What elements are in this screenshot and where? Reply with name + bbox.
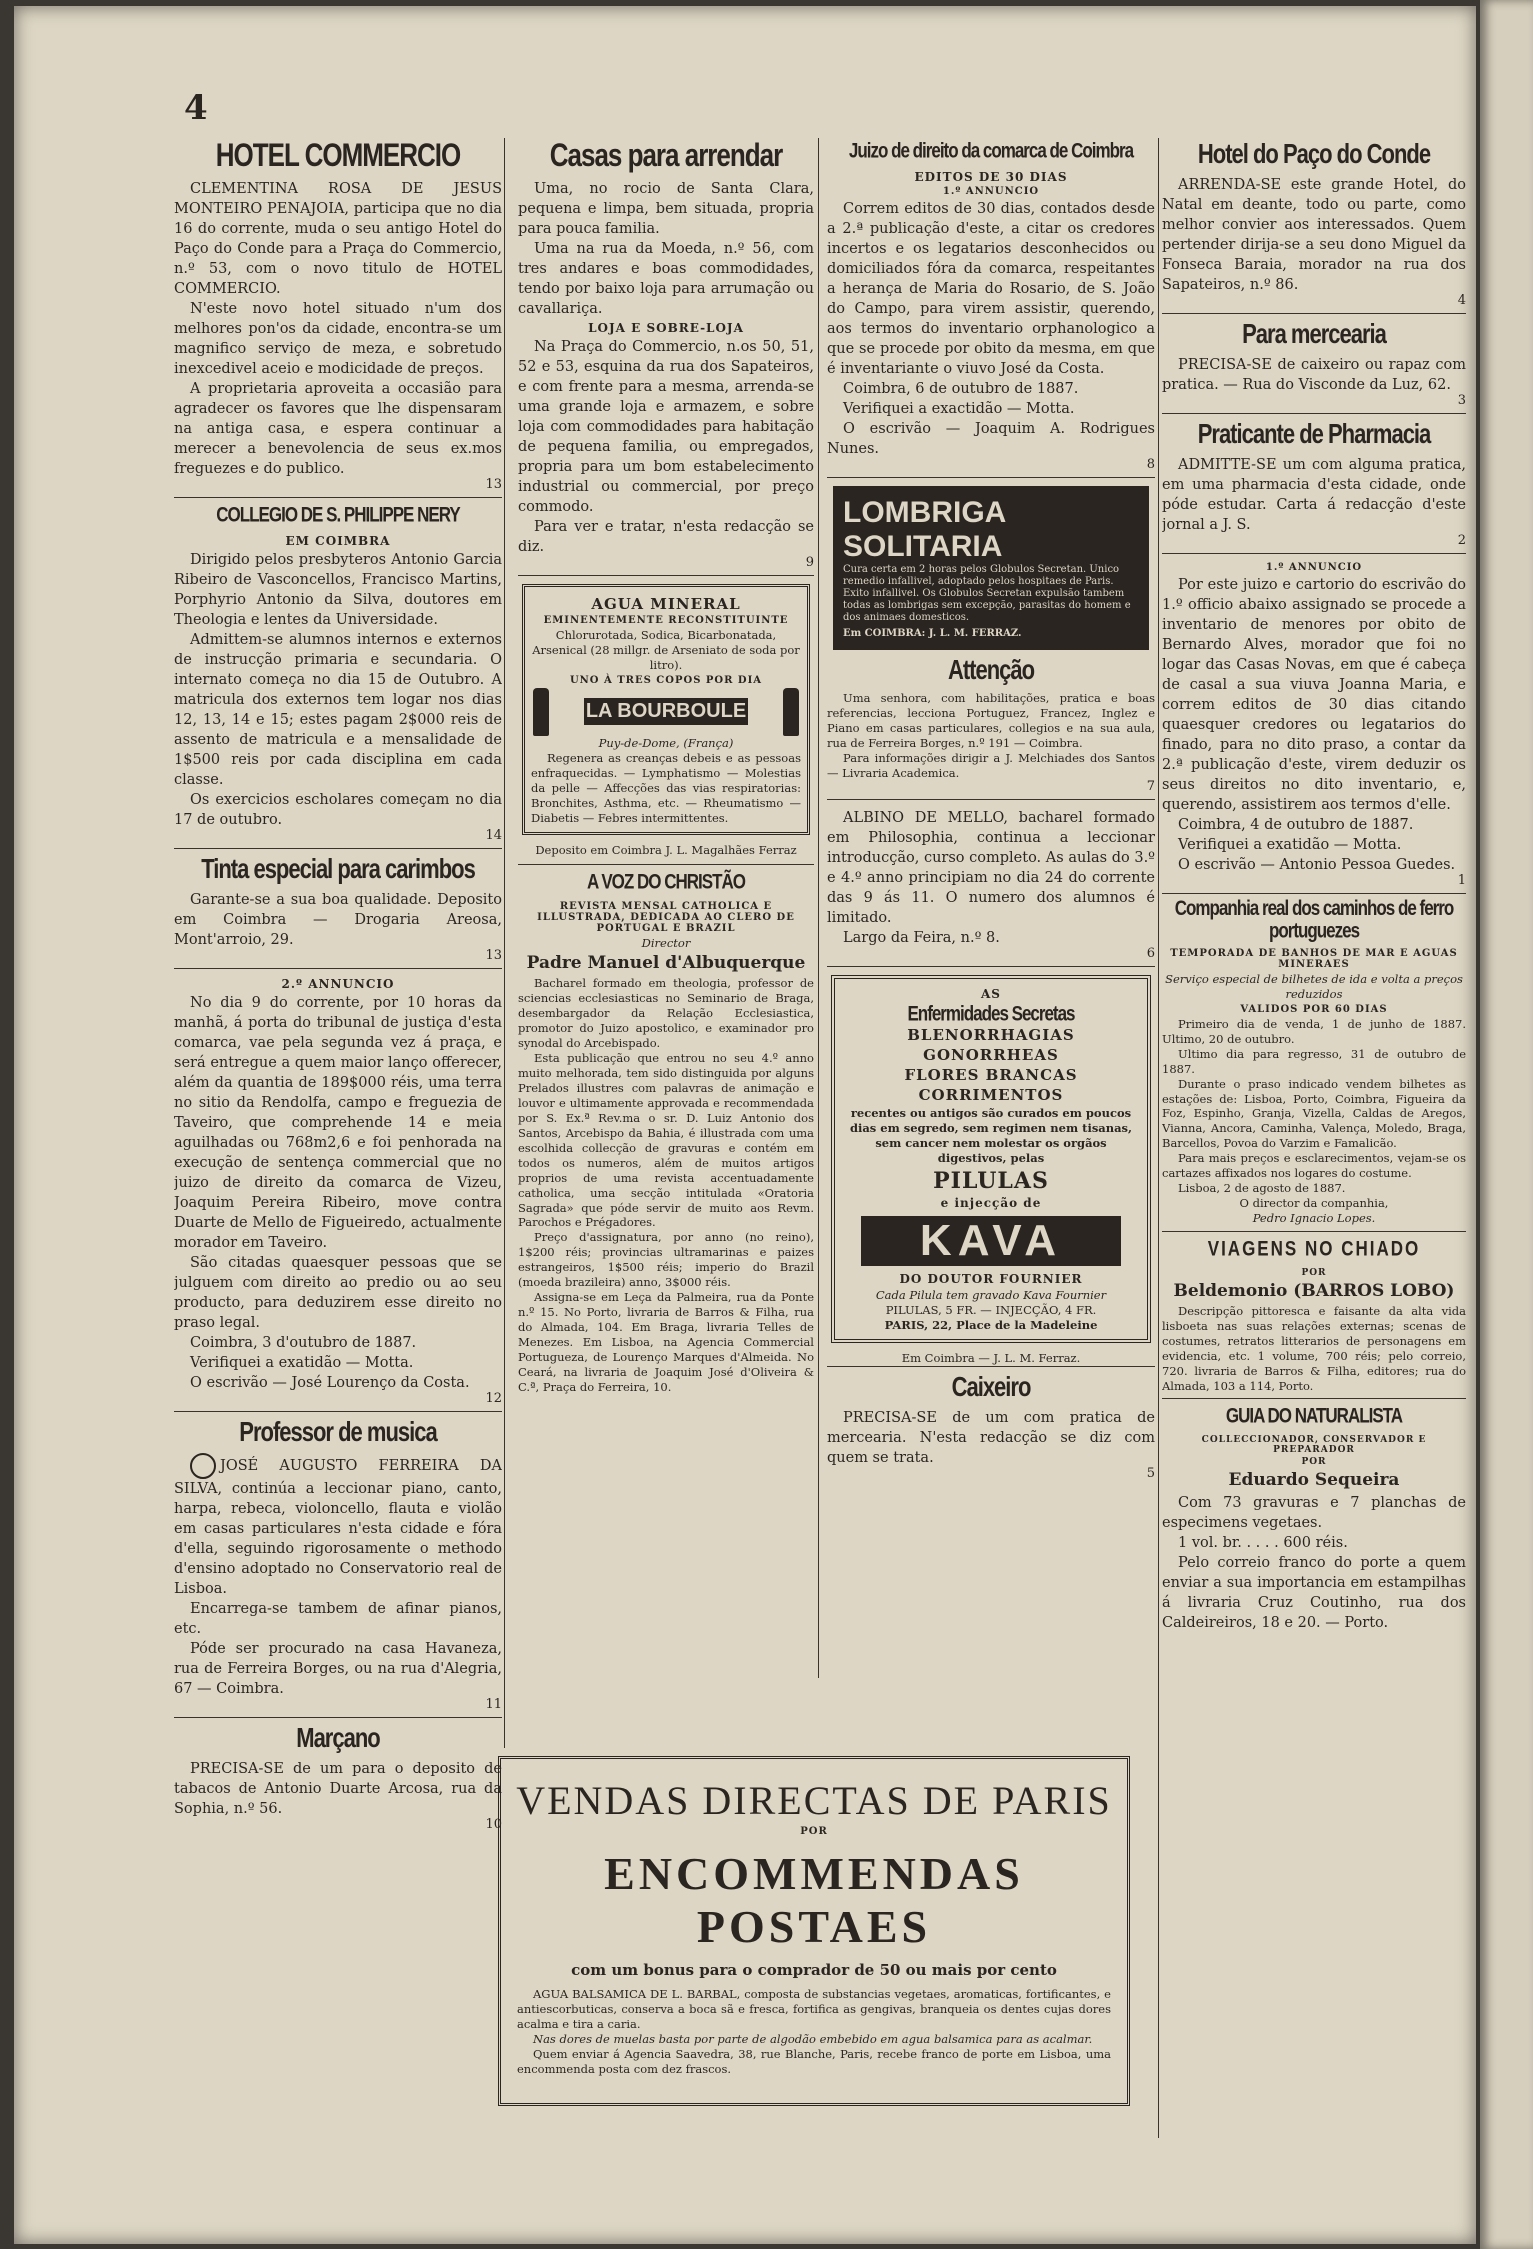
ad-line: FLORES BRANCAS (904, 1066, 1078, 1085)
ad-author: Eduardo Sequeira (1228, 1470, 1400, 1491)
ad-text: No dia 9 do corrente, por 10 horas da manhã, á porta do tribunal de justiça d'esta comarca, vae pela segunda vez á praça, e será entregue a quem maior lanço offerecer, além da quantia de 189$000 réis, uma terra no sitio da Rendolfa, campo e freguezia de Taveiro, que comprehende 14 e meia aguilhadas ou 768m2,6 e foi penhorada na execução de sentença commercial que no juizo de direito da comarca de Vizeu, Joaquim Pereira Ribeiro, move contra Duarte de Mello de Figueiredo, actualmente morador em Taveiro. (174, 995, 502, 1252)
ad-text: ADMITTE-SE um com alguma pratica, em uma pharmacia d'esta cidade, onde póde estudar. Carta á redacção d'este jornal a J. S. (1162, 457, 1466, 534)
ad-brand: LA BOURBOULE (584, 698, 748, 725)
ad-text: Bacharel formado em theologia, professor de sciencias ecclesiasticas no Seminario de Braga, desembargador da Relação Ecclesiastica, promotor do Juizo apostolico, e examinador pro synodal do Arcebispado. (518, 976, 814, 1051)
ad-text: Uma na rua da Moeda, n.º 56, com tres andares e boas commodidades, tendo por baixo loja para arrumação ou cavallariça. (518, 241, 814, 318)
ad-verification: Verifiquei a exactidão — Motta. (843, 400, 1075, 417)
ad-doctor: DO DOUTOR FOURNIER (899, 1272, 1083, 1287)
ad-text: Garante-se a sua boa qualidade. Deposito em Coimbra — Drogaria Areosa, Mont'arroio, 29. (174, 892, 502, 949)
bottle-icon (783, 688, 799, 736)
ad-title: AGUA MINERAL (591, 595, 741, 614)
ad-place: Puy-de-Dome, (França) (598, 736, 734, 751)
ad-casas (518, 136, 814, 576)
ad-prices: PILULAS, 5 FR. — INJECÇÃO, 4 FR. (885, 1303, 1097, 1318)
ad-title: VENDAS DIRECTAS DE PARIS (516, 1778, 1112, 1823)
ad-text: Descripção pittoresca e faisante da alta vida lisboeta nas suas relações externas; scenas de costumes, retratos litterarios de personagens em evidencia, etc. 1 volume, 700 réis; pelo correio, 720. livraria de Barros & Filha, editores; rua do Almada, 103 a 114, Porto. (1162, 1303, 1466, 1393)
ad-director: Padre Manuel d'Albuquerque (526, 953, 806, 974)
ad-number: 7 (1146, 778, 1155, 794)
ad-text: Assigna-se em Leça da Palmeira, rua da Ponte n.º 15. No Porto, livraria de Barros & Filha, rua do Almada, 104. Em Braga, livraria Telles de Menezes. Em Lisboa, na Agencia Commercial Portugueza, de Lourenço Marques d'Almeida. No Ceará, na livraria de Joaquim José d'Oliveira & C.ª, Praça do Ferreira, 10. (518, 1290, 814, 1394)
ad-text: Uma senhora, com habilitações, pratica e boas referencias, lecciona Portuguez, Francez, Inglez e Piano em casas particulares, collegios e na sua aula, rua de Ferreira Borges, n.º 191 — Coimbra. (827, 690, 1155, 750)
ad-text: Os exercicios escholares começam no dia 17 de outubro. (174, 792, 502, 829)
ad-text: Chlorurotada, Sodica, Bicarbonatada, Arsenical (28 millgr. de Arseniato de soda por litro). (532, 628, 800, 673)
ad-text: Pelo correio franco do porte a quem enviar a sua importancia em estampilhas á livraria Cruz Coutinho, rua dos Caldeireiros, 18 e 20. — Porto. (1162, 1555, 1466, 1632)
ad-title: ENCOMMENDAS POSTAES (604, 1848, 1024, 1952)
ad-label: POR (1301, 1457, 1327, 1468)
ad-number: 2 (1457, 533, 1466, 549)
ad-text: Encarrega-se tambem de afinar pianos, etc. (174, 1601, 502, 1638)
ad-title: Praticante de Pharmacia (1197, 418, 1431, 450)
column-4 (1162, 134, 1466, 1633)
ad-hotel-commercio (174, 136, 502, 498)
ad-text: Para mais preços e esclarecimentos, vejam-se os cartazes affixados nos logares do costume. (1162, 1151, 1466, 1181)
column-1 (174, 134, 502, 1832)
ad-text: PRECISA-SE de um com pratica de mercearia. N'esta redacção se diz com quem se trata. (827, 1410, 1155, 1466)
ad-pharmacia (1162, 418, 1466, 554)
ad-signature: Pedro Ignacio Lopes. (1252, 1211, 1376, 1226)
ad-lombriga (833, 486, 1149, 650)
ad-dose: UNO À TRES COPOS POR DIA (569, 675, 763, 687)
ad-marcano (174, 1722, 502, 1833)
ad-title: Caixeiro (951, 1370, 1031, 1403)
newspaper-page (14, 6, 1476, 2244)
ad-deposit: Em COIMBRA: J. L. M. FERRAZ. (843, 627, 1022, 639)
ad-subtitle: COLLECCIONADOR, CONSERVADOR E PREPARADOR (1201, 1435, 1427, 1456)
ad-text: Póde ser procurado na casa Havaneza, rua de Ferreira Borges, ou na rua d'Alegria, 67 — Coimbra. (174, 1641, 502, 1698)
ad-text: Quem enviar á Agencia Saavedra, 38, rue Blanche, Paris, recebe franco de porte em Lisboa, uma encommenda posta com dez frascos. (517, 2046, 1111, 2076)
ad-subtitle: com um bonus para o comprador de 50 ou mais por cento (571, 1961, 1057, 1979)
ad-text: Dirigido pelos presbyteros Antonio Garcia Ribeiro de Vasconcellos, Francisco Martins, Porphyrio Antonio da Silva, doutores em Theologia e lentes da Universidade. (174, 552, 502, 629)
ad-brand: KAVA (861, 1216, 1121, 1266)
ad-title: A VOZ DO CHRISTÃO (586, 869, 746, 893)
ad-text: recentes ou antigos são curados em poucos dias em segredo, sem regimen nem tisanas, sem cancer nem molestar os orgãos digestivos, pelas (849, 1106, 1133, 1166)
ad-deposit: Deposito em Coimbra J. L. Magalhães Ferraz (535, 842, 797, 857)
ad-title: Professor de musica (239, 1416, 437, 1448)
column-rule (504, 138, 505, 1748)
ad-text: Por este juizo e cartorio do escrivão do 1.º officio abaixo assignado se procede a inventario de menores por obito de Bernardo Alves, morador que foi no logar das Casas Novas, em que é cabeça de casal a sua viuva Joanna Maria, e correm editos de 30 dias citando quaesquer credores ou legatarios do finado, para no dito praso, a contar da 2.ª publicação d'este, virem deduzir os seus direitos no dito inventario, e, querendo, assistirem aos termos d'elle. (1162, 577, 1466, 814)
ad-text: Regenera as creanças debeis e as pessoas enfraquecidas. — Lymphatismo — Molestias da pelle — Affecções das vias respiratorias: Bronchites, Asthma, etc. — Rheumatismo — Diabetis — Febres intermittentes. (531, 751, 801, 825)
ad-subtitle: LOJA E SOBRE-LOJA (588, 321, 744, 336)
ad-juizo (827, 138, 1155, 478)
adjacent-page-edge (1480, 0, 1533, 2249)
ad-text: 1 vol. br. . . . . 600 réis. (1178, 1535, 1348, 1552)
ad-title: GUIA DO NATURALISTA (1225, 1403, 1403, 1428)
ad-title: Marçano (296, 1722, 380, 1754)
ad-musica (174, 1416, 502, 1718)
ad-title: COLLEGIO DE S. PHILIPPE NERY (216, 502, 460, 527)
column-3 (827, 134, 1155, 1481)
ad-text: AGUA BALSAMICA DE L. BARBAL, composta de substancias vegetaes, aromaticas, fortificantes, e antiescorbuticas, conserva a boca sã e fresca, fortifica as gengivas, branqueia os dentes cujas dores acalma e tira a caria. (517, 1987, 1111, 2031)
ad-number: 13 (485, 477, 502, 493)
ad-text: Esta publicação que entrou no seu 4.º anno muito melhorada, tem sido distinguida por alguns Prelados illustres com palavras de animação e louvor e ultimamente approvada e recommendada por S. Ex.ª Rev.ma o sr. D. Luiz Antonio dos Santos, Arcebispo da Bahia, é illustrada com uma escolhida collecção de gravuras e contém em todos os numeros, além de muitos artigos proprios de uma revista accentuadamente catholica, uma secção intitulada «Oratoria Sagrada» que póde servir de muito aos Revm. Parochos e Prégadores. (518, 1051, 814, 1230)
ad-valid: VALIDOS POR 60 DIAS (1240, 1003, 1388, 1015)
ad-text: Com 73 gravuras e 7 planchas de especimens vegetaes. (1162, 1495, 1466, 1532)
ad-vendas-directas (498, 1756, 1130, 2106)
ad-number: 12 (485, 1391, 502, 1407)
ad-subtitle: REVISTA MENSAL CATHOLICA E ILLUSTRADA, DEDICADA AO CLERO DE PORTUGAL E BRAZIL (537, 900, 795, 934)
ad-text: Cura certa em 2 horas pelos Globulos Secretan. Unico remedio infallivel, adoptado pelos hospitaes de Paris. Exito infallivel. Os Globulos Secretan expulsão tambem todas as lombrigas sem excepção, parasitas do homem e dos animaes domesticos. (843, 563, 1131, 623)
ad-verification: Verifiquei a exatidão — Motta. (190, 1355, 414, 1372)
ad-text: JOSÉ AUGUSTO FERREIRA DA SILVA, continúa a leccionar piano, canto, harpa, rebeca, violoncello, flauta e violão em casas particulares n'esta cidade e fóra d'ella, seguindo rigorosamente o methodo d'ensino adoptado no Conservatorio real de Lisboa. (174, 1458, 502, 1598)
ad-number: 10 (485, 1817, 502, 1833)
ad-title: Enfermidades Secretas (907, 1001, 1075, 1025)
ad-text: Primeiro dia de venda, 1 de junho de 1887. Ultimo, 20 de outubro. (1162, 1016, 1466, 1046)
ad-date: Coimbra, 6 de outubro de 1887. (843, 380, 1079, 397)
ad-title: Casas para arrendar (549, 136, 783, 174)
ad-date: Coimbra, 4 de outubro de 1887. (1178, 817, 1414, 834)
ad-title: Juizo de direito da comarca de Coimbra (848, 138, 1134, 163)
ad-date: Coimbra, 3 d'outubro de 1887. (190, 1335, 417, 1352)
bottle-icon (533, 688, 549, 736)
ad-annuncio: 1.º ANNUNCIO (942, 185, 1040, 197)
column-2 (518, 134, 814, 1395)
ad-address: Largo da Feira, n.º 8. (843, 929, 1000, 946)
ad-collegio (174, 502, 502, 849)
ad-number: 3 (1457, 393, 1466, 409)
ad-address: PARIS, 22, Place de la Madeleine (884, 1318, 1098, 1333)
ad-text: CLEMENTINA ROSA DE JESUS MONTEIRO PENAJOIA, participa que no dia 16 do corrente, muda o seu antigo Hotel do Paço do Conde para a Praça do Commercio, n.º 53, com o novo titulo de HOTEL COMMERCIO. (174, 181, 502, 298)
ad-subtitle: TEMPORADA DE BANHOS DE MAR E AGUAS MINERAES (1170, 947, 1458, 970)
ad-subtitle: EM COIMBRA (285, 534, 391, 549)
ad-pilulas: PILULAS (933, 1168, 1049, 1195)
ad-subtitle: EDITOS DE 30 DIAS (914, 169, 1068, 184)
ad-title: Companhia real dos caminhos de ferro portuguezes (1174, 896, 1454, 943)
ad-brand: LOMBRIGA SOLITARIA (843, 495, 1006, 563)
ad-title: Para mercearia (1242, 317, 1386, 350)
ad-text: Admittem-se alumnos internos e externos de instrucção primaria e secundaria. O internato começa no dia 15 de Outubro. A matricula dos externos tem logar nos dias 12, 13, 14 e 15; estes pagam 2$000 reis de assento de matricula e a mensalidade de 1$500 reis por cada disciplina em cada classe. (174, 632, 502, 789)
ad-number: 11 (485, 1697, 502, 1713)
ad-viagens (1162, 1236, 1466, 1399)
ad-note: Cada Pilula tem gravado Kava Fournier (875, 1288, 1107, 1303)
ad-text: Durante o praso indicado vendem bilhetes as estações de: Lisboa, Porto, Coimbra, Figueira da Foz, Espinho, Granja, Vizella, Caldas de Aregos, Vianna, Ancora, Caminha, Valença, Moledo, Braga, Barcellos, Povoa do Varzim e Famalicão. (1162, 1076, 1466, 1151)
ad-deposit: Em Coimbra — J. L. M. Ferraz. (901, 1350, 1081, 1365)
ad-text: PRECISA-SE de caixeiro ou rapaz com pratica. — Rua do Visconde da Luz, 62. (1162, 357, 1466, 394)
ad-text: ARRENDA-SE este grande Hotel, do Natal em deante, todo ou parte, como melhor convier aos interessados. Quem pertender dirija-se a seu dono Miguel da Fonseca Baraia, morador na rua dos Sapateiros, n.º 86. (1162, 177, 1466, 294)
ad-text: e injecção de (940, 1196, 1042, 1211)
ad-subtitle: Serviço especial de bilhetes de ida e volta a preços reduzidos (1165, 971, 1463, 1001)
ad-voz-christao (518, 864, 814, 1395)
ad-caixeiro (827, 1366, 1155, 1481)
ad-text: Ultimo dia para regresso, 31 de outubro de 1887. (1162, 1046, 1466, 1076)
ad-text: Uma, no rocio de Santa Clara, pequena e limpa, bem situada, propria para pouca familia. (518, 181, 814, 238)
ad-line: CORRIMENTOS (918, 1086, 1064, 1105)
ad-label: POR (1301, 1267, 1327, 1278)
ad-text: PRECISA-SE de um para o deposito de tabacos de Antonio Duarte Arcosa, rua da Sophia, n.º 56. (174, 1761, 502, 1818)
ad-text: ALBINO DE MELLO, bacharel formado em Philosophia, continua a leccionar introducção, curso completo. As aulas do 3.º e 4.º anno principiam no dia 24 do corrente das 9 ás 11. O numero dos alumnos é limitado. (827, 809, 1155, 926)
column-rule (1158, 138, 1159, 2138)
ad-text: São citadas quaesquer pessoas que se julguem com direito ao predio ou ao seu producto, para deduzirem esse direito no praso legal. (174, 1255, 502, 1332)
ad-2-annuncio (174, 977, 502, 1412)
ad-signature: O escrivão — Joaquim A. Rodrigues Nunes. (827, 420, 1155, 457)
ad-text: Para informações dirigir a J. Melchiades dos Santos — Livraria Academica. (827, 750, 1155, 780)
ad-line: GONORRHEAS (923, 1046, 1059, 1065)
ad-number: 14 (485, 828, 502, 844)
ad-albino (827, 808, 1155, 967)
ad-title: Tinta especial para carimbos (201, 853, 475, 885)
ad-mercearia (1162, 317, 1466, 414)
ad-title: HOTEL COMMERCIO (215, 136, 461, 174)
ad-attencao (827, 653, 1155, 800)
ad-text: Correm editos de 30 dias, contados desde a 2.ª publicação d'este, a citar os credores incertos e os legatarios desconhecidos ou domiciliados fóra da comarca, respeitantes a herança de Maria do Rosario, de S. João do Campo, para virem assistir, querendo, aos termos do inventario orphanologico a que se procede por obito da mesma, em que é inventariante o viuvo José da Costa. (827, 200, 1155, 377)
ad-verification: Verifiquei a exatidão — Motta. (1178, 837, 1402, 854)
ad-title: 1.º ANNUNCIO (1265, 562, 1363, 574)
ad-number: 1 (1457, 873, 1466, 889)
ad-author: Beldemonio (BARROS LOBO) (1173, 1280, 1455, 1301)
ad-text: Para ver e tratar, n'esta redacção se diz. (518, 519, 814, 556)
ad-number: 4 (1457, 293, 1466, 309)
ad-label: Director (641, 935, 691, 950)
ad-number: 8 (1146, 456, 1155, 472)
page-number: 4 (184, 88, 208, 128)
ad-label: AS (981, 986, 1001, 1001)
ad-hotel-paco (1162, 137, 1466, 314)
ad-date: Lisboa, 2 de agosto de 1887. (1178, 1181, 1346, 1196)
ad-number: 6 (1146, 945, 1155, 961)
ad-agua-mineral (522, 584, 810, 834)
ad-subtitle: EMINENTEMENTE RECONSTITUINTE (543, 615, 789, 627)
ad-text: Na Praça do Commercio, n.os 50, 51, 52 e 53, esquina da rua dos Sapateiros, e com frente para a mesma, arrenda-se uma grande loja e armazem, e sobre loja com commodidades para habitação de pequena familia, ou empregados, propria para um bom estabelecimento industrial ou commercial, por preço commodo. (518, 339, 814, 516)
lyre-emblem-icon (190, 1453, 216, 1479)
column-rule (818, 138, 819, 1678)
ad-signature: O escrivão — Antonio Pessoa Guedes. (1178, 857, 1456, 874)
ad-title: VIAGENS NO CHIADO (1207, 1236, 1421, 1261)
ad-text: O director da companhia, (1239, 1196, 1389, 1211)
ad-text: Nas dores de muelas basta por parte de algodão embebido em agua balsamica para as acalmar. (533, 2031, 1093, 2046)
ad-text: Preço d'assignatura, por anno (no reino), 1$200 réis; provincias ultramarinas e paizes estrangeiros, 1$500 réis; imperio do Brazil (moeda brazileira) anno, 3$000 réis. (518, 1230, 814, 1290)
ad-guia (1162, 1403, 1466, 1633)
ad-companhia (1162, 896, 1466, 1232)
ad-title: Attenção (947, 653, 1035, 685)
ad-number: 9 (805, 555, 814, 571)
ad-signature: O escrivão — José Lourenço da Costa. (190, 1375, 470, 1392)
ad-text: A proprietaria aproveita a occasião para agradecer os favores que lhe dispensaram na antiga casa, e espera continuar a merecer a benevolencia de seus ex.mos freguezes e do publico. (174, 381, 502, 478)
ad-number: 13 (485, 948, 502, 964)
ad-tinta (174, 853, 502, 969)
ad-title: 2.º ANNUNCIO (281, 977, 395, 992)
ad-line: BLENORRHAGIAS (907, 1026, 1075, 1045)
ad-label: POR (800, 1826, 828, 1837)
ad-enfermidades (831, 975, 1151, 1343)
ad-title: Hotel do Paço do Conde (1197, 137, 1431, 170)
ad-number: 5 (1146, 1466, 1155, 1481)
ad-1-annuncio (1162, 562, 1466, 894)
ad-text: N'este novo hotel situado n'um dos melhores pon'os da cidade, encontra-se um magnifico serviço de meza, e sobretudo inexcedivel aceio e modicidade de preços. (174, 301, 502, 378)
